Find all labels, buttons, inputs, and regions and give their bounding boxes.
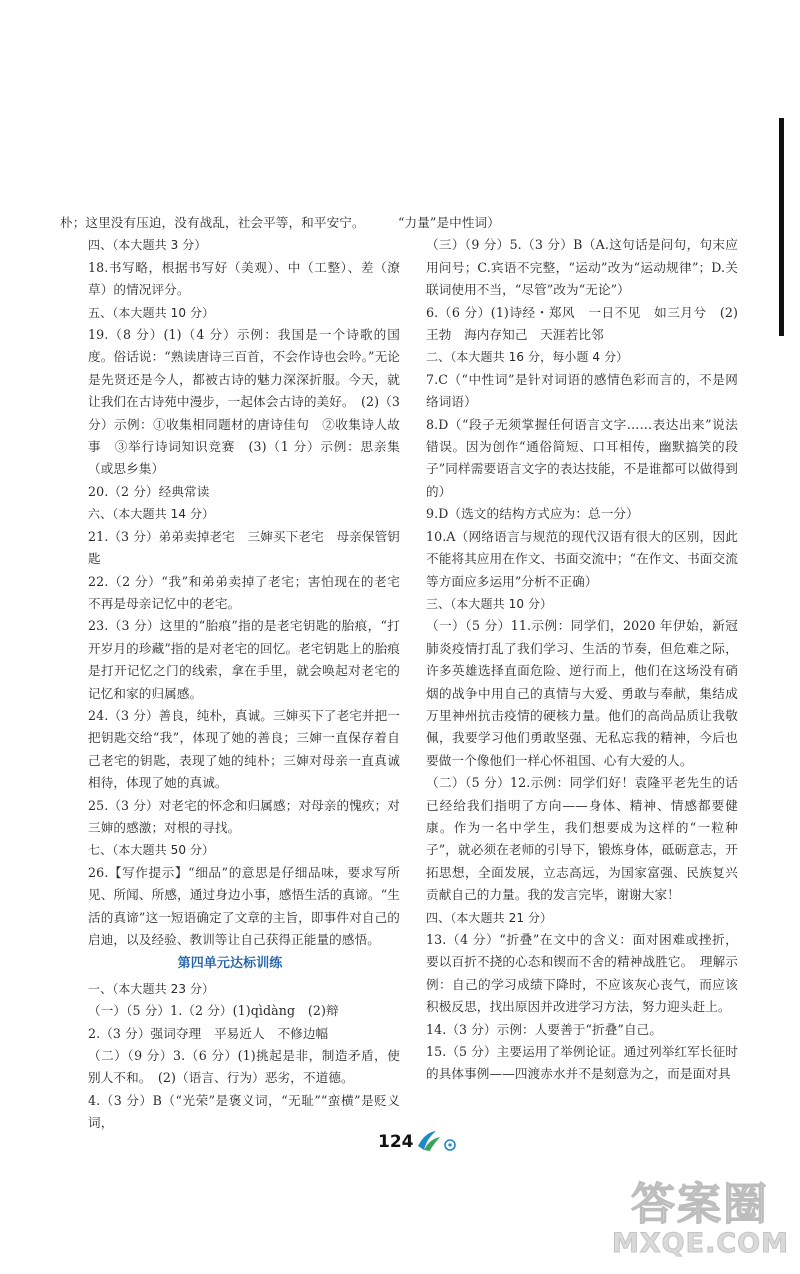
- answer-paragraph: 4.（3 分）B（“光荣”是褒义词，“无耻”“蛮横”是贬义词，: [88, 1092, 400, 1131]
- answer-paragraph: 朴；这里没有压迫，没有战乱，社会平等，和平安宁。: [60, 215, 365, 230]
- answer-paragraph: （一）（5 分）1.（2 分）(1)qìdàng (2)辩: [88, 1003, 339, 1019]
- answer-paragraph: （二）（5 分）12.示例：同学们好！袁隆平老先生的话已经给我们指明了方向——身体、精神、情感都要健康。作为一名中学生，我们想要成为这样的“一粒种子”，就必须在老师的引导下，锻炼身体，砥砺意志，开拓思想，全面发展，立志高远，为国家富强、民族复兴贡献自己的力量。我的发言完毕，谢谢大家！: [426, 775, 738, 903]
- watermark-title: 答案圈: [631, 1179, 769, 1230]
- answer-paragraph: 9.D（选文的结构方式应为：总一分）: [426, 506, 639, 522]
- answer-paragraph: 6.（6 分）(1)诗经・郑风 一日不见 如三月兮 (2)王勃 海内存知己 天涯若比邻: [426, 304, 738, 343]
- publisher-logo-icon: [414, 1128, 460, 1154]
- answer-paragraph: 24.（3 分）善良，纯朴，真诚。三婶买下了老宅并把一把钥匙交给“我”，体现了她的善良；三婶一直保存着自己老宅的钥匙，表现了她的纯朴；三婶对母亲一直真诚相待，体现了她的真诚。: [88, 707, 400, 791]
- answer-paragraph: 13.（4 分）“折叠”在文中的含义：面对困难或挫折，要以百折不挠的心态和锲而不舍的精神战胜它。 理解示例：自己的学习成绩下降时，不应该灰心丧气，而应该积极反思，找出原因并改进学习方法，努力迎头赶上。: [426, 932, 738, 1015]
- unit-title: 第四单元达标训练: [177, 956, 283, 972]
- section-heading: 二、（本大题共 16 分，每小题 4 分）: [426, 350, 629, 365]
- answer-paragraph: （三）（9 分）5.（3 分）B（A.这句话是问句，句末应用问号；C.宾语不完整，“运动”改为“运动规律”；D.关联词使用不当，“尽管”改为“无论”）: [426, 237, 738, 298]
- answer-paragraph: 21.（3 分）弟弟卖掉老宅 三婶买下老宅 母亲保管钥匙: [88, 528, 400, 567]
- answer-paragraph: 15.（5 分）主要运用了举例论证。通过列举红军长征时的具体事例——四渡赤水并不是刻意为之，而是面对具: [426, 1044, 738, 1082]
- answer-paragraph: 26.【写作提示】“细品”的意思是仔细品味，要求写所见、所闻、所感，通过身边小事，感悟生活的真谛。“生活的真谛”这一短语确定了文章的主旨，即事件对自己的启迪，以及经验、教训等让自己获得正能量的感悟。: [88, 864, 400, 947]
- answer-paragraph: 2.（3 分）强词夺理 平易近人 不修边幅: [88, 1025, 329, 1041]
- answer-paragraph: 8.D（“段子无须掌握任何语言文字……表达出来”说法错误。因为创作“通俗简短、口耳相传，幽默搞笑的段子”同样需要语言文字的表达技能，不是谁都可以做得到的）: [426, 416, 738, 499]
- answer-paragraph: 7.C（“中性词”是针对词语的感情色彩而言的，不是网络词语）: [426, 371, 738, 410]
- answer-paragraph: 22.（2 分）“我”和弟弟卖掉了老宅；害怕现在的老宅不再是母亲记忆中的老宅。: [88, 573, 400, 611]
- section-heading: 六、（本大题共 14 分）: [88, 507, 215, 522]
- watermark: [612, 1168, 788, 1268]
- section-heading: 一、（本大题共 23 分）: [88, 981, 215, 996]
- answer-paragraph: 20.（2 分）经典常读: [88, 483, 210, 499]
- section-heading: 三、（本大题共 10 分）: [426, 596, 553, 611]
- answer-paragraph: （一）（5 分）11.示例：同学们，2020 年伊始，新冠肺炎疫情打乱了我们学习、生活的节奏，但危难之际，许多英雄选择直面危险、逆行而上，他们在这场没有硝烟的战争中用自己的真情与大爱、勇敢与奉献，集结成万里神州抗击疫情的硬核力量。他们的高尚品质让我敬佩，我要学习他们勇敢坚强、无私忘我的精神，今后也要做一个像他们一样心怀祖国、心有大爱的人。: [426, 618, 738, 768]
- answer-paragraph: “力量”是中性词）: [398, 215, 500, 230]
- answer-paragraph: 10.A（网络语言与规范的现代汉语有很大的区别，因此不能将其应用在作文、书面交流中；“在作文、书面交流等方面应多运用”分析不正确）: [426, 528, 738, 589]
- left-column: [60, 212, 400, 1135]
- section-heading: 五、（本大题共 10 分）: [88, 305, 215, 320]
- answer-paragraph: 25.（3 分）对老宅的怀念和归属感；对母亲的愧疚；对三婶的感激；对根的寻找。: [88, 797, 400, 835]
- answer-paragraph: （二）（9 分）3.（6 分）(1)挑起是非，制造矛盾，使别人不和。 (2)（语言、行为）恶劣，不道德。: [88, 1048, 400, 1086]
- answer-paragraph: 18.书写略，根据书写好（美观）、中（工整）、差（潦草）的情况评分。: [88, 259, 400, 298]
- page-edge-bar: [779, 118, 784, 336]
- answer-paragraph: 14.（3 分）示例：人要善于“折叠”自己。: [426, 1021, 663, 1037]
- answer-paragraph: 19.（8 分）(1)（4 分）示例：我国是一个诗歌的国度。俗话说：“熟读唐诗三百首，不会作诗也会吟。”无论是先贤还是今人，都被古诗的魅力深深折服。今天，就让我们在古诗苑中漫步，一起体会古诗的美好。 (2)（3 分）示例：①收集相同题材的唐诗佳句 ②收集诗人故事 ③举行诗词知识竞赛 (3)（1 分）示例：思亲集（或思乡集）: [88, 327, 400, 477]
- section-heading: 四、（本大题共 3 分）: [88, 238, 207, 253]
- section-heading: 四、（本大题共 21 分）: [426, 910, 553, 925]
- watermark-url: MXQE.COM: [612, 1228, 789, 1259]
- right-column: [398, 212, 738, 1086]
- section-heading: 七、（本大题共 50 分）: [88, 843, 215, 858]
- page-number: 124: [378, 1132, 414, 1152]
- answer-paragraph: 23.（3 分）这里的“胎痕”指的是老宅钥匙的胎痕，“打开岁月的珍藏”指的是对老宅的回忆。老宅钥匙上的胎痕是打开记忆之门的线索，拿在手里，就会唤起对老宅的记忆和家的归属感。: [88, 618, 400, 701]
